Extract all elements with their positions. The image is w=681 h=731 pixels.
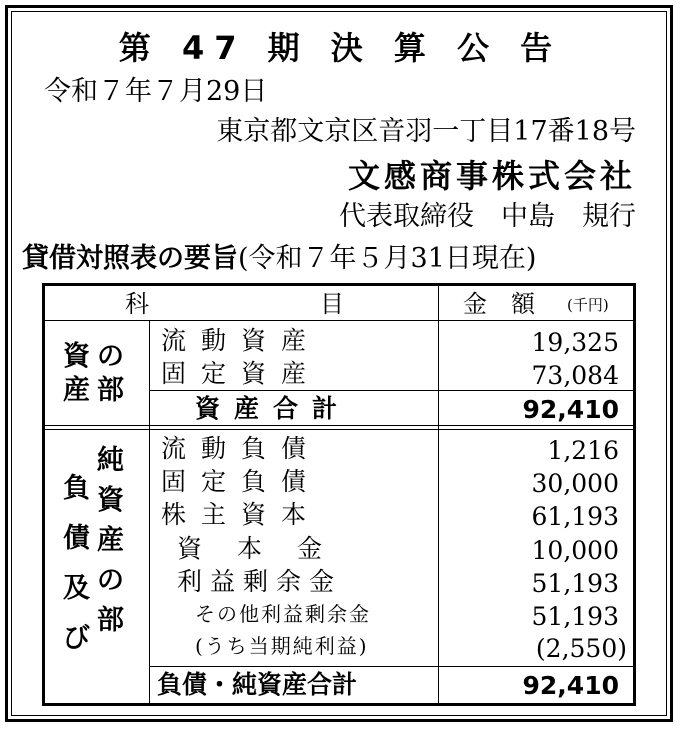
subtitle-date: (令和７年５月31日現在) (238, 243, 537, 274)
row-value-other-retained: 51,193 (531, 602, 619, 631)
assets-group-label-1: 資産 (63, 341, 90, 406)
row-value-retained-earnings: 51,193 (531, 569, 619, 598)
row-value-net-income: (2,550) (535, 634, 627, 663)
row-value-capital: 10,000 (531, 536, 619, 565)
row-value-fixed-liab: 30,000 (531, 469, 619, 498)
row-label-other-retained: その他利益剰余金 (195, 602, 371, 626)
header-divider (45, 320, 633, 321)
row-value-total-assets: 92,410 (522, 395, 619, 424)
row-label-fixed-liab: 固定負債 (161, 467, 322, 496)
section-divider-1 (45, 425, 633, 426)
representative: 代表取締役 中島 規行 (339, 201, 636, 232)
row-value-current-assets: 19,325 (531, 328, 619, 357)
subtitle-main: 貸借対照表の要旨 (22, 243, 238, 274)
row-label-current-assets: 流動資産 (161, 326, 322, 355)
row-value-shareholders-equity: 61,193 (531, 502, 619, 531)
row-value-fixed-assets: 73,084 (531, 361, 619, 390)
row-label-total-assets: 資産合計 (195, 394, 352, 423)
company-name: 文感商事株式会社 (347, 157, 636, 195)
row-label-total-liab-equity: 負債・純資産合計 (157, 670, 358, 699)
header-item-right: 目 (320, 290, 344, 318)
row-label-shareholders-equity: 株主資本 (161, 500, 322, 529)
row-value-total-liab-equity: 92,410 (522, 671, 619, 700)
row-label-capital: 資 本 金 (177, 534, 328, 563)
amount-column-divider (438, 286, 439, 703)
row-value-current-liab: 1,216 (547, 436, 619, 465)
liab-total-line (149, 666, 633, 667)
group-column-divider (149, 320, 150, 703)
notice-title: 第 47 期 決 算 公 告 (118, 29, 563, 67)
liab-group-label-1: 負債及び (63, 473, 90, 654)
section-divider-2 (45, 429, 633, 430)
balance-sheet-subtitle (22, 245, 536, 272)
notice-date: 令和７年７月29日 (44, 76, 268, 107)
header-amount: 金 額 (463, 290, 535, 318)
row-label-retained-earnings: 利益剰余金 (177, 567, 343, 596)
header-unit: (千円) (567, 296, 609, 314)
liab-group-label-2: 純資産の部 (97, 445, 124, 636)
company-address: 東京都文京区音羽一丁目17番18号 (216, 116, 636, 147)
asset-total-line (149, 390, 633, 391)
balance-sheet-table (42, 283, 636, 706)
row-label-fixed-assets: 固定資産 (161, 359, 322, 388)
header-item-left: 科 (125, 290, 149, 318)
assets-group-label-2: の部 (97, 341, 124, 406)
row-label-net-income: (うち当期純利益) (195, 634, 369, 658)
row-label-current-liab: 流動負債 (161, 434, 322, 463)
